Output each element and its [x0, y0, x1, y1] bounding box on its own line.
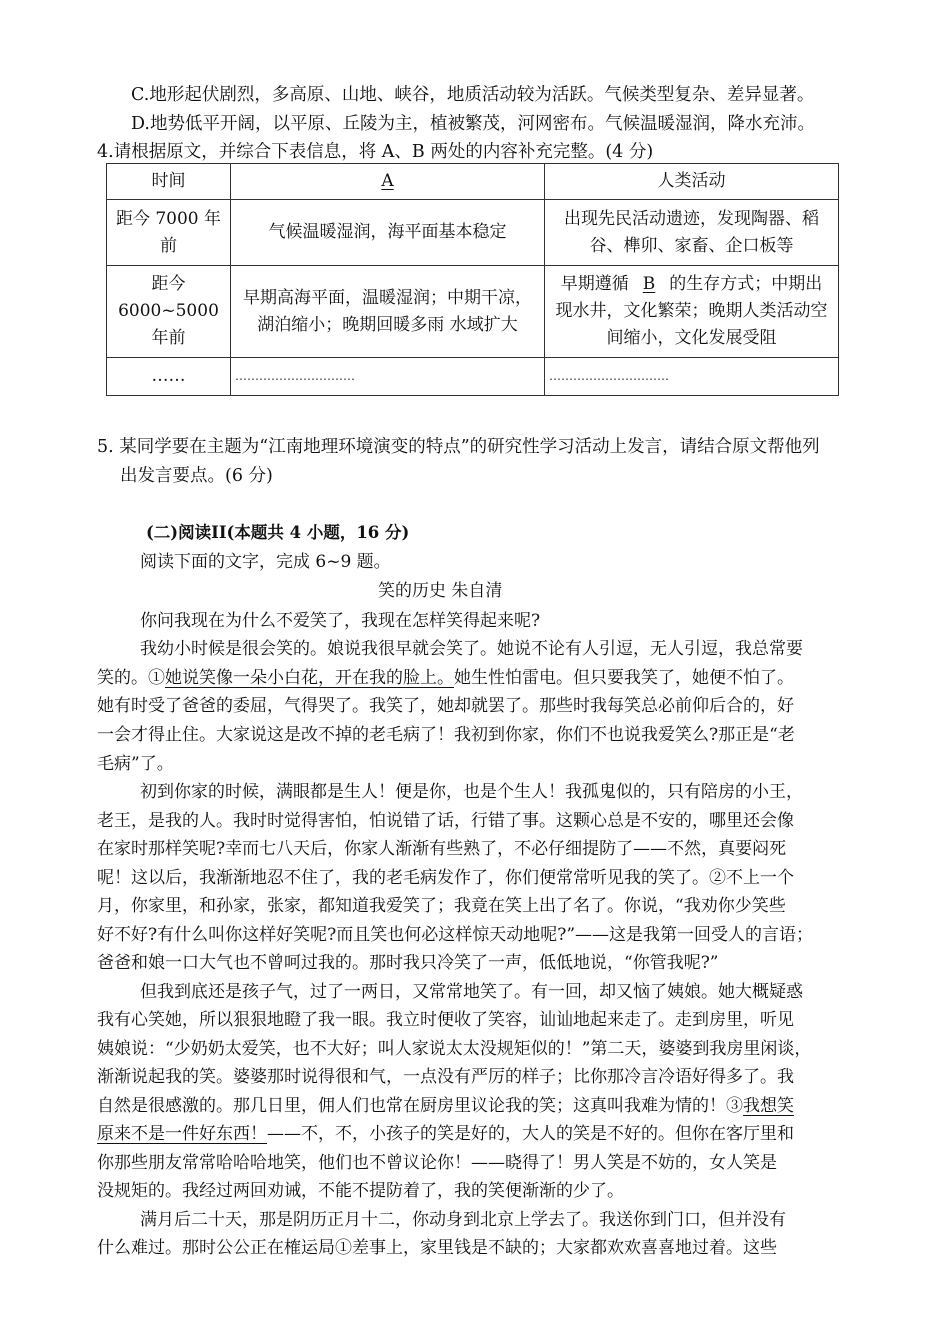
table-cell: …………………………	[545, 358, 839, 396]
article-line: 在家时那样笑呢?幸而七八天后，你家人渐渐有些熟了，不必仔细提防了——不然，真要闷死	[97, 839, 787, 859]
table-header-time: 时间	[107, 164, 231, 200]
underlined-sentence-1: 她说笑像一朵小白花，开在我的脸上。	[165, 668, 454, 688]
article-line: 老王，是我的人。我时时觉得害怕，怕说错了话，行错了事。这颗心总是不安的，哪里还会像	[97, 811, 794, 831]
text: 自然是很感激的。那几日里，佣人们也常在厨房里议论我的笑；这真叫我难为情的！	[97, 1096, 726, 1116]
table-cell: ……	[107, 358, 231, 396]
table-cell: 距今 7000 年前	[107, 200, 231, 266]
section-instruction: 阅读下面的文字，完成 6~9 题。	[140, 552, 391, 572]
cell-line: 年前	[151, 328, 186, 348]
text: 笑的。	[97, 668, 148, 688]
article-line: 你那些朋友常常哈哈哈地笑，他们也不曾议论你！——晓得了！男人笑是不妨的，女人笑是	[97, 1153, 777, 1173]
article-line: 我有心笑她，所以狠狠地瞪了我一眼。我立时便收了笑容，讪讪地起来走了。走到房里，听见	[97, 1010, 794, 1030]
text: 差事上，家里钱是不缺的；大家都欢欢喜喜地过着。这些	[352, 1238, 777, 1258]
section-title: (二)阅读II(本题共 4 小题，16 分)	[146, 523, 410, 542]
article-line: 爸爸和娘一口大气也不曾呵过我的。那时我只冷笑了一声，低低地说，“你管我呢?”	[97, 953, 719, 973]
table-header-activity: 人类活动	[545, 164, 839, 200]
text: ——不，不，小孩子的笑是好的，大人的笑是不好的。但你在客厅里和	[267, 1124, 794, 1144]
underlined-sentence-3-cont: 原来不是一件好东西！	[97, 1124, 267, 1144]
cell-line	[549, 271, 834, 298]
article-line	[97, 1119, 794, 1144]
article-title: 笑的历史 朱自清	[378, 581, 503, 601]
article-line	[97, 663, 794, 688]
table-cell: 气候温暖湿润，海平面基本稳定	[231, 200, 545, 266]
article-line: 没规矩的。我经过两回劝诫，不能不提防着了，我的笑便渐渐的少了。	[97, 1181, 624, 1201]
question-4-prompt: 4.请根据原文，并综合下表信息，将 A、B 两处的内容补充完整。(4 分)	[97, 142, 654, 162]
article-line: 满月后二十天，那是阴历正月十二，你动身到北京上学去了。我送你到门口，但并没有	[140, 1210, 786, 1230]
question-4-table	[106, 163, 839, 396]
question-5-line1: 5. 某同学要在主题为“江南地理环境演变的特点”的研究性学习活动上发言，请结合原文帮他列	[97, 437, 820, 457]
table-cell	[545, 266, 839, 358]
blank-a: A	[381, 171, 394, 191]
article-line: 好不好?有什么叫你这样好笑呢?而且笑也何必这样惊天动地呢?”——这是我第一回受人的言语；	[97, 925, 814, 945]
article-line: 姨娘说：“少奶奶太爱笑，也不大好；叫人家说太太没规矩似的！”第二天，婆婆到我房里闲谈，	[97, 1039, 812, 1059]
article-line: 你问我现在为什么不爱笑了，我现在怎样笑得起来呢?	[140, 611, 541, 631]
article-line	[97, 1091, 794, 1116]
article-line: 一会才得止住。大家说这是改不掉的老毛病了！我初到你家，你们不也说我爱笑么?那正是“老	[97, 725, 795, 745]
article-line: 我幼小时候是很会笑的。娘说我很早就会笑了。她说不论有人引逗，无人引逗，我总常要	[140, 639, 803, 659]
cell-line: 现水井，文化繁荣；晚期人类活动空	[555, 301, 828, 321]
article-line: 渐渐说起我的笑。婆婆那时说得很和气，一点没有严厉的样子；比你那冷言冷语好得多了。我	[97, 1067, 794, 1087]
article-line: 呢！这以后，我渐渐地忍不住了，我的老毛病发作了，你们便常常听见我的笑了。②不上一个	[97, 868, 794, 888]
cell-text: 早期遵循	[560, 274, 629, 294]
cell-line: 距今 6000~5000	[118, 274, 219, 321]
cell-line: 湖泊缩小；晚期回暖多雨 水域扩大	[257, 314, 518, 335]
cell-line: 谷、榫卯、家畜、企口板等	[589, 235, 794, 256]
blank-b: B	[642, 274, 656, 294]
text: 什么难过。那时公公正在榷运局	[97, 1238, 335, 1258]
sentence-marker: ③	[726, 1096, 743, 1116]
text: 她生性怕雷电。但只要我笑了，她便不怕了。	[454, 668, 794, 688]
footnote-marker: ①	[335, 1238, 352, 1258]
cell-line: 早期高海平面，温暖湿润；中期干凉，	[243, 287, 532, 308]
question-5-line2: 出发言要点。(6 分)	[120, 466, 273, 486]
cell-line: 出现先民活动遗迹，发现陶器、稻	[564, 208, 819, 229]
article-line: 月，你家里，和孙家，张家，都知道我爱笑了；我竟在笑上出了名了。你说，“我劝你少笑些	[97, 896, 786, 916]
article-line	[97, 1233, 777, 1258]
table-cell	[545, 200, 839, 266]
underlined-sentence-3: 我想笑	[743, 1096, 794, 1116]
table-header-a	[231, 164, 545, 200]
article-line: 但我到底还是孩子气，过了一两日，又常常地笑了。有一回，却又恼了姨娘。她大概疑惑	[140, 982, 803, 1002]
table-cell	[231, 266, 545, 358]
cell-line: 间缩小，文化发展受阻	[606, 328, 777, 348]
article-line: 毛病”了。	[97, 754, 174, 774]
article-line: 她有时受了爸爸的委屈，气得哭了。我笑了，她却就罢了。那些时我每笑总必前仰后合的，好	[97, 696, 794, 716]
option-d: D.地势低平开阔，以平原、丘陵为主，植被繁茂，河网密布。气候温暖湿润，降水充沛。	[131, 114, 815, 134]
sentence-marker: ①	[148, 668, 165, 688]
option-c: C.地形起伏剧烈，多高原、山地、峡谷，地质活动较为活跃。气候类型复杂、差异显著。	[131, 85, 815, 105]
table-cell: …………………………	[231, 358, 545, 396]
cell-text: 的生存方式；中期出	[669, 274, 823, 294]
article-line: 初到你家的时候，满眼都是生人！便是你，也是个生人！我孤鬼似的，只有陪房的小王，	[140, 782, 803, 802]
table-cell	[107, 266, 231, 358]
